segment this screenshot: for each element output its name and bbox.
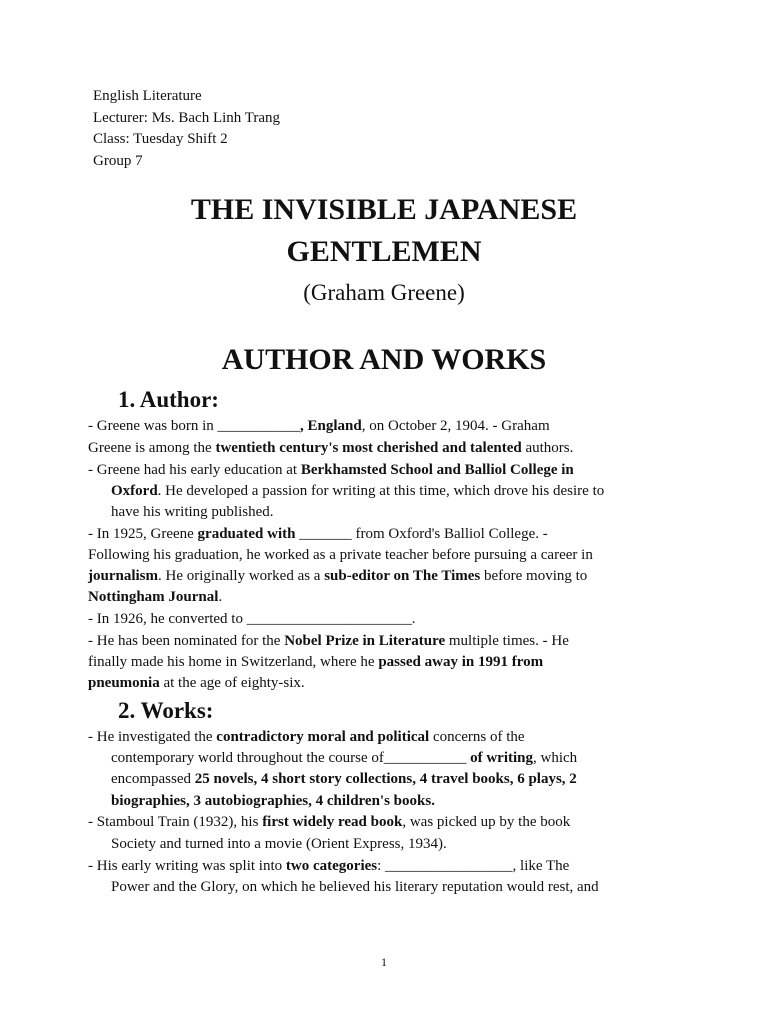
course-name: English Literature [93, 88, 202, 104]
text-segment: - Greene had his early education at [88, 462, 301, 478]
text-segment: Society and turned into a movie (Orient Express, 1934). [111, 836, 447, 852]
bold-text-segment: twentieth century's most cherished and talented [215, 440, 522, 456]
bold-text-segment: graduated with [197, 526, 296, 542]
text-segment: - Stamboul Train (1932), his [88, 814, 263, 830]
works-line [111, 769, 577, 790]
bold-text-segment: Oxford [111, 483, 158, 499]
text-segment: Following his graduation, he worked as a private teacher before pursuing a career in [88, 547, 593, 563]
text-segment: Power and the Glory, on which he believed his literary reputation would rest, and [111, 879, 599, 895]
bold-text-segment: sub-editor on The Times [324, 568, 481, 584]
text-segment: - His early writing was split into [88, 858, 286, 874]
group-info: Group 7 [93, 152, 143, 169]
works-line [88, 812, 570, 833]
text-segment: finally made his home in Switzerland, where he [88, 654, 379, 670]
document-subtitle: (Graham Greene) [303, 280, 465, 305]
text-segment: concerns of the [429, 729, 525, 745]
text-segment: . [218, 589, 223, 605]
text-segment: . He originally worked as a [158, 568, 325, 584]
author-line [88, 524, 548, 545]
works-line [88, 856, 569, 877]
bold-text-segment: Nottingham Journal [88, 589, 219, 605]
bold-text-segment: of writing [470, 750, 534, 766]
text-segment: . He developed a passion for writing at this time, which drove his desire to [157, 483, 605, 499]
course-info-header [93, 86, 280, 172]
section-heading: AUTHOR AND WORKS [221, 343, 547, 376]
bold-text-segment: 25 novels, 4 short story collections, 4 travel books, 6 plays, 2 [194, 771, 577, 787]
text-segment: authors. [521, 440, 574, 456]
text-segment: - In 1925, Greene [88, 526, 198, 542]
author-line [111, 502, 273, 523]
works-line [111, 791, 435, 812]
works-line [88, 727, 525, 748]
text-segment: , which [533, 750, 578, 766]
works-line [111, 748, 577, 769]
bold-text-segment: , England [300, 418, 362, 434]
text-segment: multiple times. - He [445, 633, 569, 649]
works-heading: 2. Works: [118, 698, 214, 723]
text-segment: - He investigated the [88, 729, 217, 745]
class-info: Class: Tuesday Shift 2 [93, 131, 228, 147]
works-line [111, 877, 599, 898]
author-line [88, 416, 550, 437]
text-segment: encompassed [111, 771, 195, 787]
text-segment: , was picked up by the book [402, 814, 571, 830]
page-number: 1 [381, 955, 387, 969]
author-line [88, 631, 569, 652]
author-heading: 1. Author: [118, 387, 219, 412]
text-segment: _______ from Oxford's Balliol College. - [295, 526, 548, 542]
bold-text-segment: two categories [285, 858, 378, 874]
author-line [111, 481, 604, 502]
author-line [88, 460, 574, 481]
author-line [88, 652, 543, 673]
bold-text-segment: Berkhamsted School and Balliol College in [300, 462, 574, 478]
bold-text-segment: pneumonia [88, 675, 160, 691]
text-segment: - Greene was born in ___________ [88, 418, 301, 434]
text-segment: : _________________, like The [377, 858, 570, 874]
bold-text-segment: contradictory moral and political [216, 729, 430, 745]
text-segment: contemporary world throughout the course of___________ [111, 750, 471, 766]
document-title-line-2: GENTLEMEN [286, 235, 482, 268]
author-line [88, 587, 222, 608]
text-segment: have his writing published. [111, 504, 274, 520]
bold-text-segment: biographies, 3 autobiographies, 4 children's books. [111, 793, 435, 809]
text-segment: - He has been nominated for the [88, 633, 285, 649]
author-line [88, 609, 415, 630]
bold-text-segment: first widely read book [262, 814, 403, 830]
lecturer-name: Lecturer: Ms. Bach Linh Trang [93, 109, 281, 126]
document-title-line-1: THE INVISIBLE JAPANESE [190, 193, 578, 226]
author-line [88, 673, 305, 694]
author-line [88, 545, 593, 566]
text-segment: Greene is among the [88, 440, 216, 456]
works-line [111, 834, 447, 855]
bold-text-segment: passed away in 1991 from [378, 654, 544, 670]
author-line [88, 438, 573, 459]
text-segment: at the age of eighty-six. [159, 675, 305, 691]
author-line [88, 566, 587, 587]
bold-text-segment: Nobel Prize in Literature [284, 633, 446, 649]
text-segment: before moving to [480, 568, 588, 584]
bold-text-segment: journalism [88, 568, 159, 584]
text-segment: - In 1926, he converted to ______________________. [88, 611, 416, 627]
text-segment: , on October 2, 1904. - Graham [361, 418, 550, 434]
